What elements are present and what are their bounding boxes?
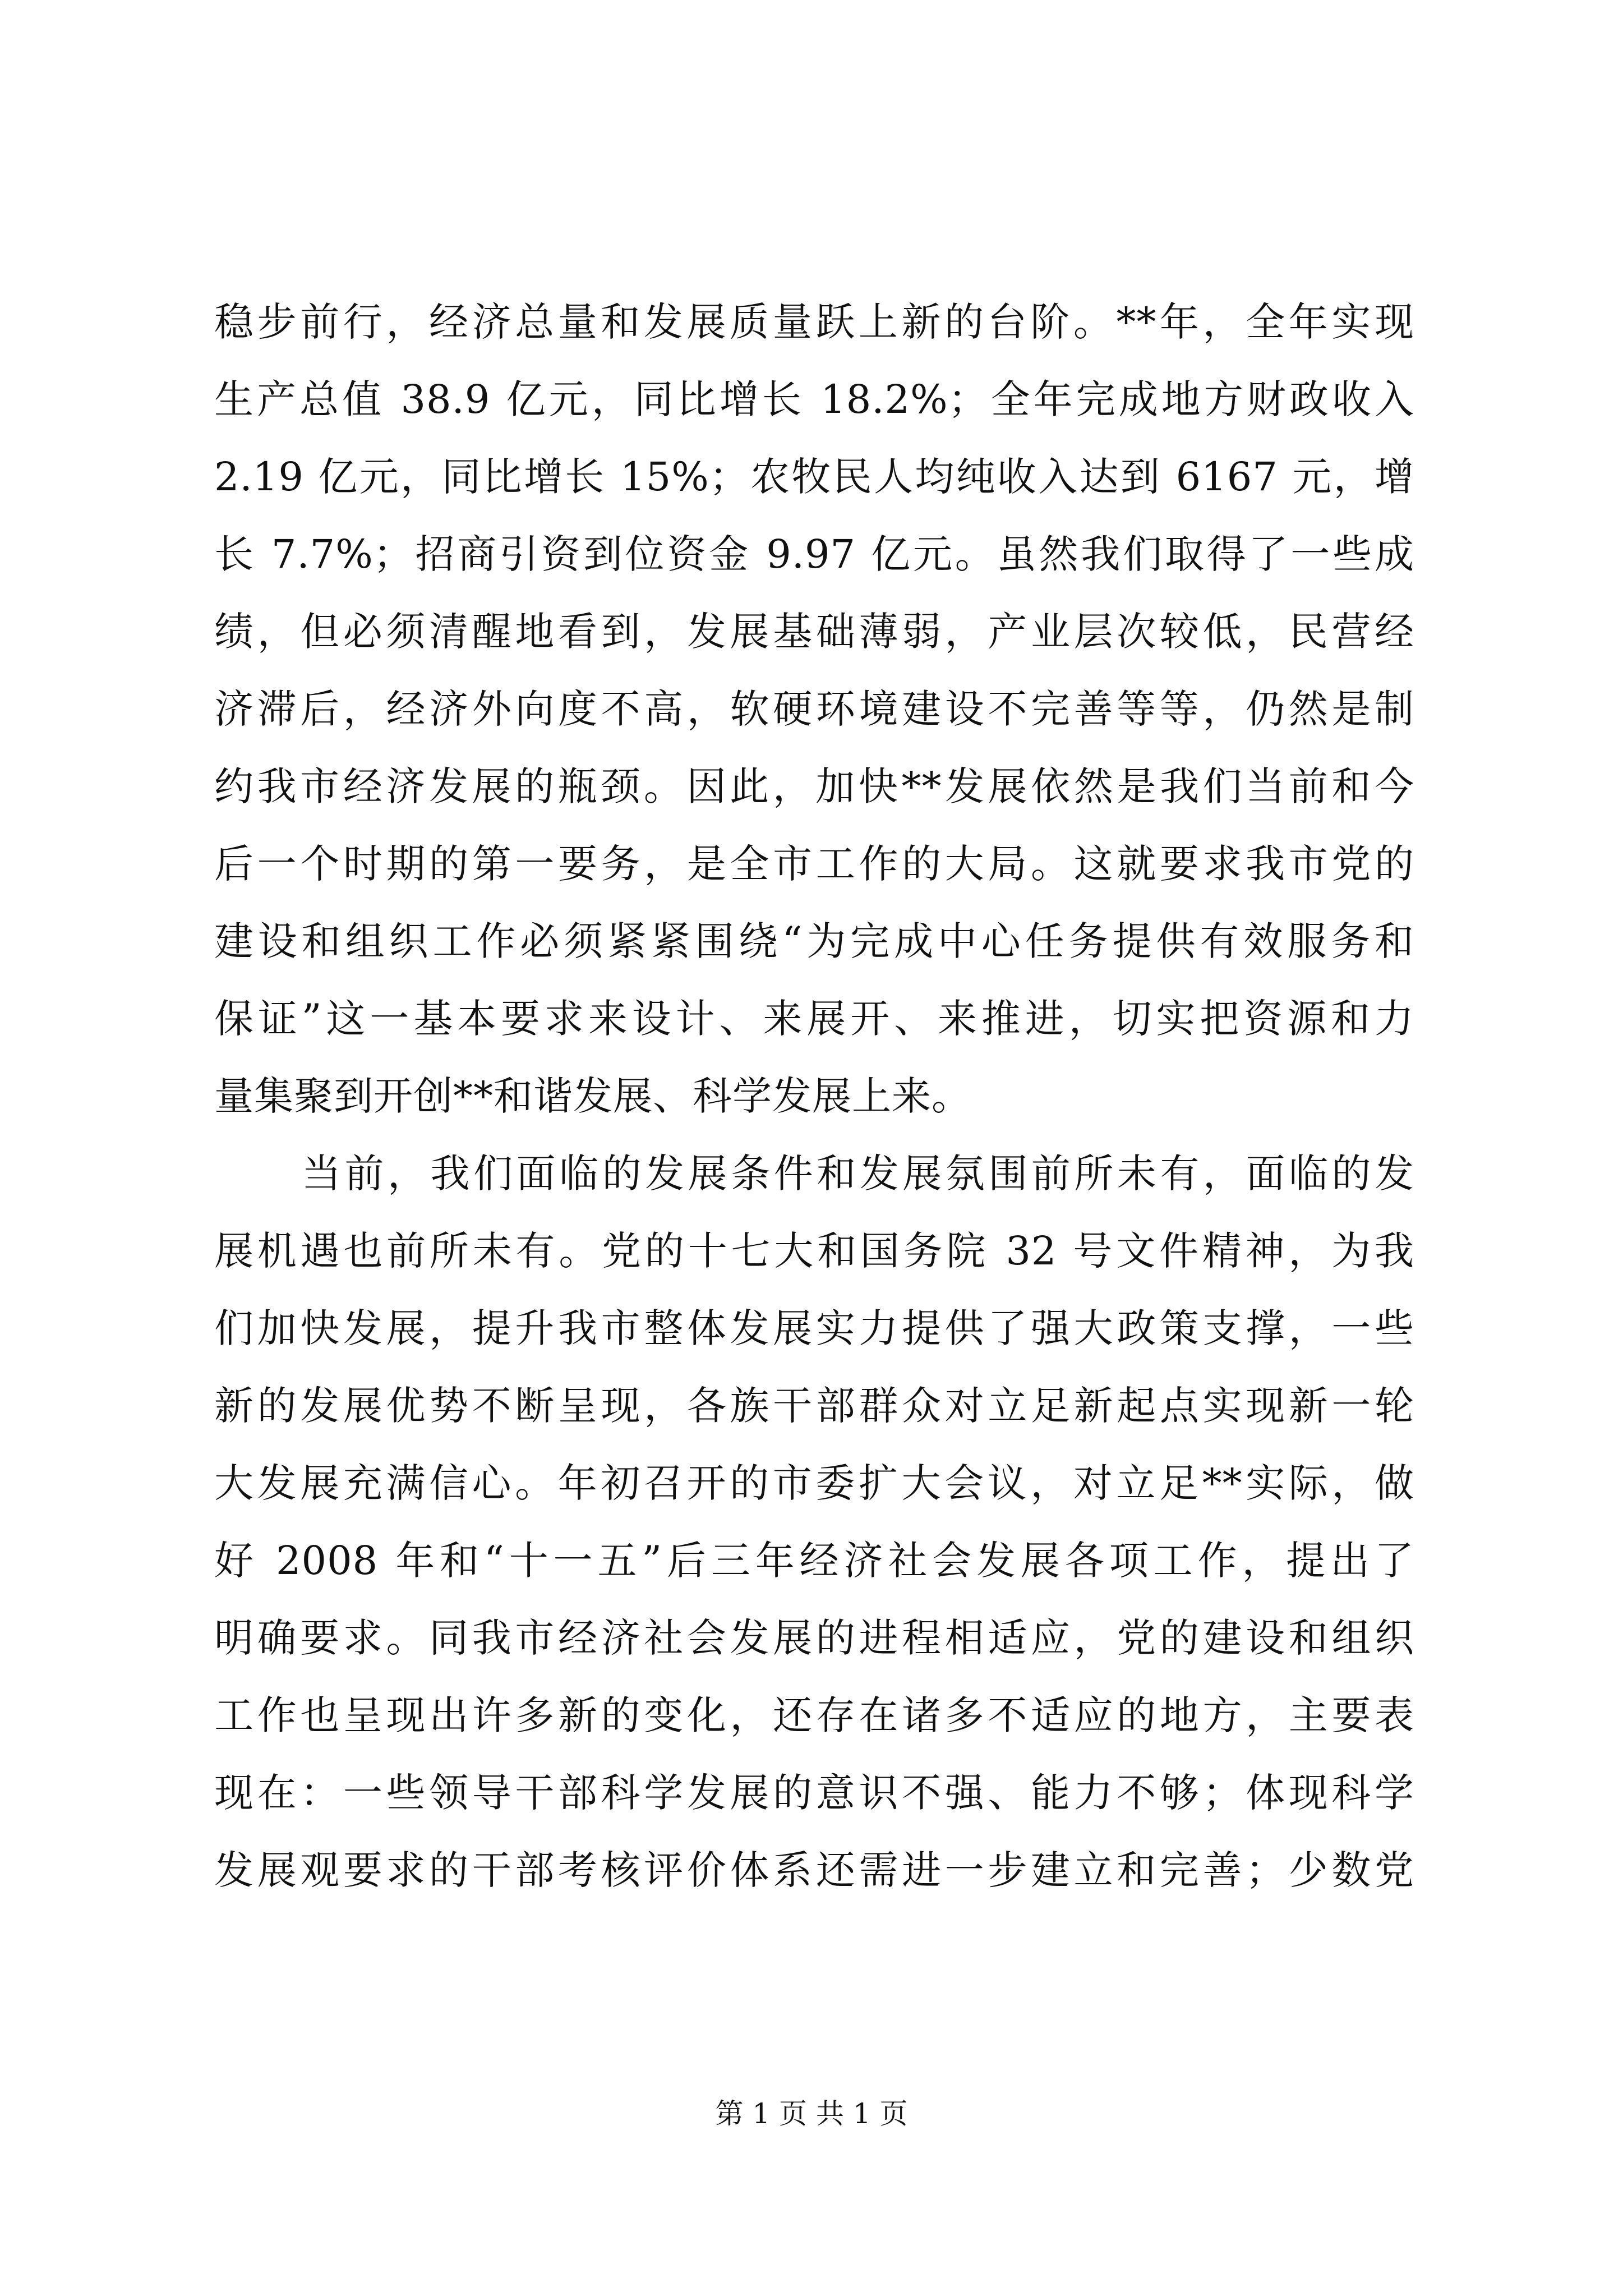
page-number-footer: 第 1 页 共 1 页 <box>715 2097 908 2130</box>
text-line: 保证”这一基本要求来设计、来展开、来推进，切实把资源和力 <box>214 996 1414 1042</box>
text-line: 现在：一些领导干部科学发展的意识不强、能力不够；体现科学 <box>214 1770 1414 1816</box>
text-line: 明确要求。同我市经济社会发展的进程相适应，党的建设和组织 <box>214 1615 1414 1661</box>
text-line: 后一个时期的第一要务，是全市工作的大局。这就要求我市党的 <box>214 841 1414 887</box>
text-line: 长 7.7%；招商引资到位资金 9.97 亿元。虽然我们取得了一些成 <box>214 531 1414 577</box>
text-line: 绩，但必须清醒地看到，发展基础薄弱，产业层次较低，民营经 <box>214 609 1414 655</box>
text-line: 发展观要求的干部考核评价体系还需进一步建立和完善；少数党 <box>214 1847 1414 1893</box>
text-line: 量集聚到开创**和谐发展、科学发展上来。 <box>214 1073 971 1119</box>
text-line: 济滞后，经济外向度不高，软硬环境建设不完善等等，仍然是制 <box>214 686 1414 732</box>
text-line: 2.19 亿元，同比增长 15%；农牧民人均纯收入达到 6167 元，增 <box>214 454 1414 500</box>
text-line: 大发展充满信心。年初召开的市委扩大会议，对立足**实际，做 <box>214 1460 1414 1506</box>
text-line: 展机遇也前所未有。党的十七大和国务院 32 号文件精神，为我 <box>214 1228 1414 1274</box>
text-line: 好 2008 年和“十一五”后三年经济社会发展各项工作，提出了 <box>214 1538 1414 1584</box>
text-line: 稳步前行，经济总量和发展质量跃上新的台阶。**年，全年实现 <box>214 299 1414 345</box>
text-line: 约我市经济发展的瓶颈。因此，加快**发展依然是我们当前和今 <box>214 763 1414 809</box>
text-line: 建设和组织工作必须紧紧围绕“为完成中心任务提供有效服务和 <box>214 918 1414 964</box>
text-line: 新的发展优势不断呈现，各族干部群众对立足新起点实现新一轮 <box>214 1383 1414 1429</box>
document-body <box>214 283 1414 1909</box>
text-line: 生产总值 38.9 亿元，同比增长 18.2%；全年完成地方财政收入 <box>214 376 1414 422</box>
text-line: 工作也呈现出许多新的变化，还存在诸多不适应的地方，主要表 <box>214 1692 1414 1738</box>
text-line: 当前，我们面临的发展条件和发展氛围前所未有，面临的发 <box>302 1151 1414 1197</box>
text-line: 们加快发展，提升我市整体发展实力提供了强大政策支撑，一些 <box>214 1305 1414 1351</box>
